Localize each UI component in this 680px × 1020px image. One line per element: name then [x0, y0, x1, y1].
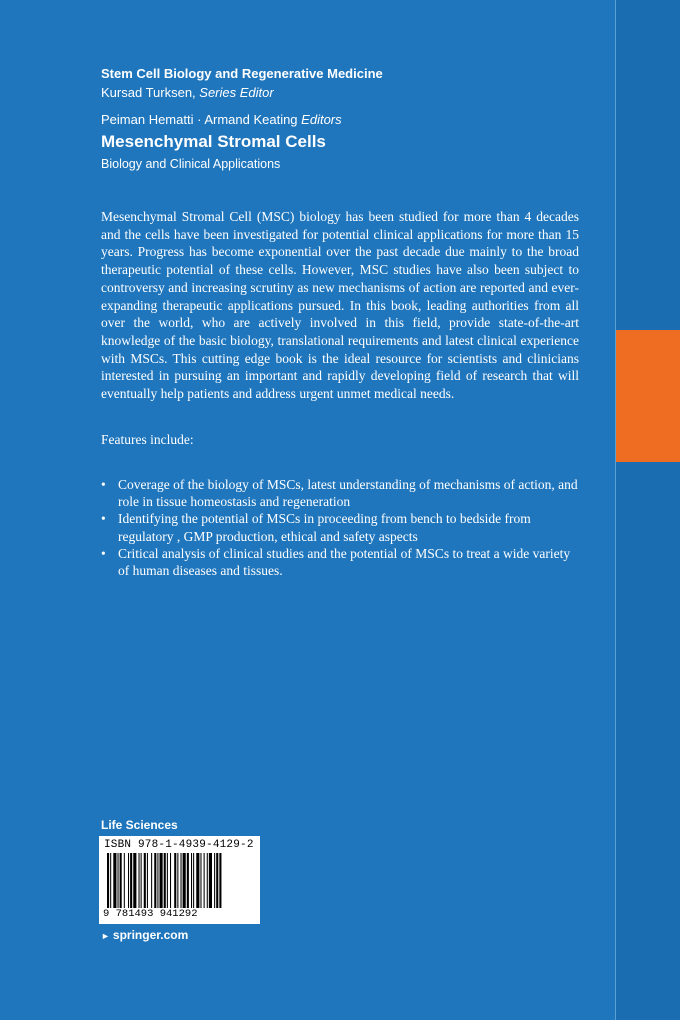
feature-text: Identifying the potential of MSCs in proceeding from bench to bedside from regulatory , GMP production, ethical and safety aspects [118, 511, 531, 544]
features-heading: Features include: [101, 432, 194, 447]
orange-accent-block [616, 330, 680, 462]
features-list [101, 476, 581, 579]
bullet-icon: • [101, 477, 106, 492]
list-item [101, 545, 581, 579]
publisher-link[interactable] [101, 928, 188, 942]
category-label: Life Sciences [101, 818, 178, 832]
series-editor-name: Kursad Turksen, [101, 85, 200, 100]
editors-names: Peiman Hematti · Armand Keating [101, 112, 298, 127]
barcode-icon [107, 853, 252, 908]
book-editors [101, 112, 342, 127]
spine-divider [615, 0, 616, 1020]
spine-strip [616, 0, 680, 1020]
list-item [101, 476, 581, 510]
editors-role: Editors [301, 112, 342, 127]
series-editor [101, 85, 274, 100]
series-editor-role: Series Editor [199, 85, 274, 100]
list-item [101, 510, 581, 544]
book-title: Mesenchymal Stromal Cells [101, 132, 326, 151]
arrow-right-icon: ► [101, 931, 110, 941]
series-title: Stem Cell Biology and Regenerative Medicine [101, 66, 383, 81]
book-description: Mesenchymal Stromal Cell (MSC) biology has been studied for more than 4 decades and the cells have been investigated for potential clinical applications for more than 15 years. Progress has become exponential over the past decade due mainly to the broad therapeutic potential of these cells. However, MSC studies have also been subject to controversy and increasing scrutiny as new mechanisms of action are reported and ever-expanding therapeutic applications pursued. In this book, leading authorities from all over the world, who are actively involved in this field, provide state-of-the-art knowledge of the basic biology, translational requirements and latest clinical experience with MSCs. This cutting edge book is the ideal resource for scientists and clinicians interested in pursuing an important and rapidly developing field of research that will eventually help patients and address urgent unmet medical needs. [101, 209, 579, 402]
feature-text: Coverage of the biology of MSCs, latest understanding of mechanisms of action, and role in tissue homeostasis and regeneration [118, 477, 578, 510]
isbn-number: ISBN 978-1-4939-4129-2 [104, 839, 254, 851]
bullet-icon: • [101, 545, 106, 561]
ean-digits: 9 781493 941292 [103, 908, 198, 920]
barcode-box [99, 836, 260, 924]
bullet-icon: • [101, 511, 106, 527]
publisher-url: springer.com [112, 928, 189, 942]
feature-text: Critical analysis of clinical studies and the potential of MSCs to treat a wide variety of human diseases and tissues. [118, 545, 571, 579]
book-subtitle: Biology and Clinical Applications [101, 157, 281, 171]
